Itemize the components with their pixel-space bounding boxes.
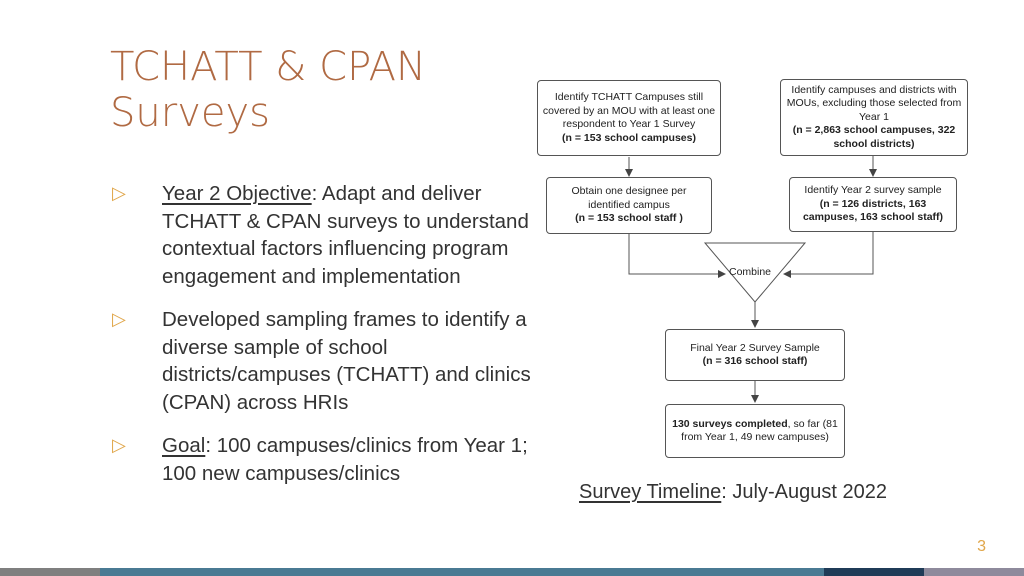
flow-box-6-text: , so far (81 from Year 1, 49 new campuses) [681,417,838,443]
footer-segment-gray [0,568,100,576]
flow-box-4-count: (n = 126 districts, 163 campuses, 163 school staff) [802,197,944,224]
title-line-2: Surveys [110,90,270,136]
arrow-box3-combine [629,234,725,274]
flow-box-1-count: (n = 153 school campuses) [562,131,696,144]
flow-box-3-text: Obtain one designee per identified campus [571,185,687,211]
flow-box-final-sample [665,329,845,381]
triangle-bullet-icon: ▷ [112,309,126,329]
bullet-goal-text: : 100 campuses/clinics from Year 1; 100 new campuses/clinics [162,434,528,485]
combine-label: Combine [729,266,772,278]
flow-box-completed [665,404,845,458]
footer-segment-teal [100,568,824,576]
page-number: 3 [977,538,986,555]
bullet-objective-label: Year 2 Objective [162,182,312,205]
timeline-label: Survey Timeline [579,481,722,503]
footer-bar [0,568,1024,576]
triangle-bullet-icon: ▷ [112,183,126,203]
flow-box-3-count: (n = 153 school staff ) [575,212,683,225]
flow-box-5-text: Final Year 2 Survey Sample [690,341,820,354]
flow-box-4-text: Identify Year 2 survey sample [804,184,942,197]
flow-box-2-count: (n = 2,863 school campuses, 322 school districts) [792,124,956,150]
flow-box-1-text: Identify TCHATT Campuses still covered by an MOU with at least one respondent to Year 1 Survey [542,91,716,130]
timeline-value: : July-August 2022 [721,481,887,503]
flow-box-tchatt-campuses [537,80,721,156]
title-line-1: TCHATT & CPAN [110,44,426,90]
footer-segment-navy [824,568,924,576]
triangle-bullet-icon: ▷ [112,435,126,455]
bullet-objective-text: : Adapt and deliver TCHATT & CPAN surveys to understand contextual factors influencing program engagement and implementation [162,182,529,288]
flow-box-2-text: Identify campuses and districts with MOUs, excluding those selected from Year 1 [786,83,962,123]
flow-box-6-count: 130 surveys completed [672,417,788,430]
bullet-goal-label: Goal [162,434,206,457]
flow-box-year2-sample [789,177,957,232]
survey-timeline [579,481,887,504]
footer-segment-mauve [924,568,1024,576]
arrow-box4-combine [784,232,873,274]
flow-box-5-count: (n = 316 school staff) [702,355,808,367]
bullet-sampling-text: Developed sampling frames to identify a diverse sample of school districts/campuses (TCHATT) and clinics (CPAN) across HRIs [162,308,531,414]
flow-box-designee [546,177,712,234]
flow-box-mou-campuses [780,79,968,156]
